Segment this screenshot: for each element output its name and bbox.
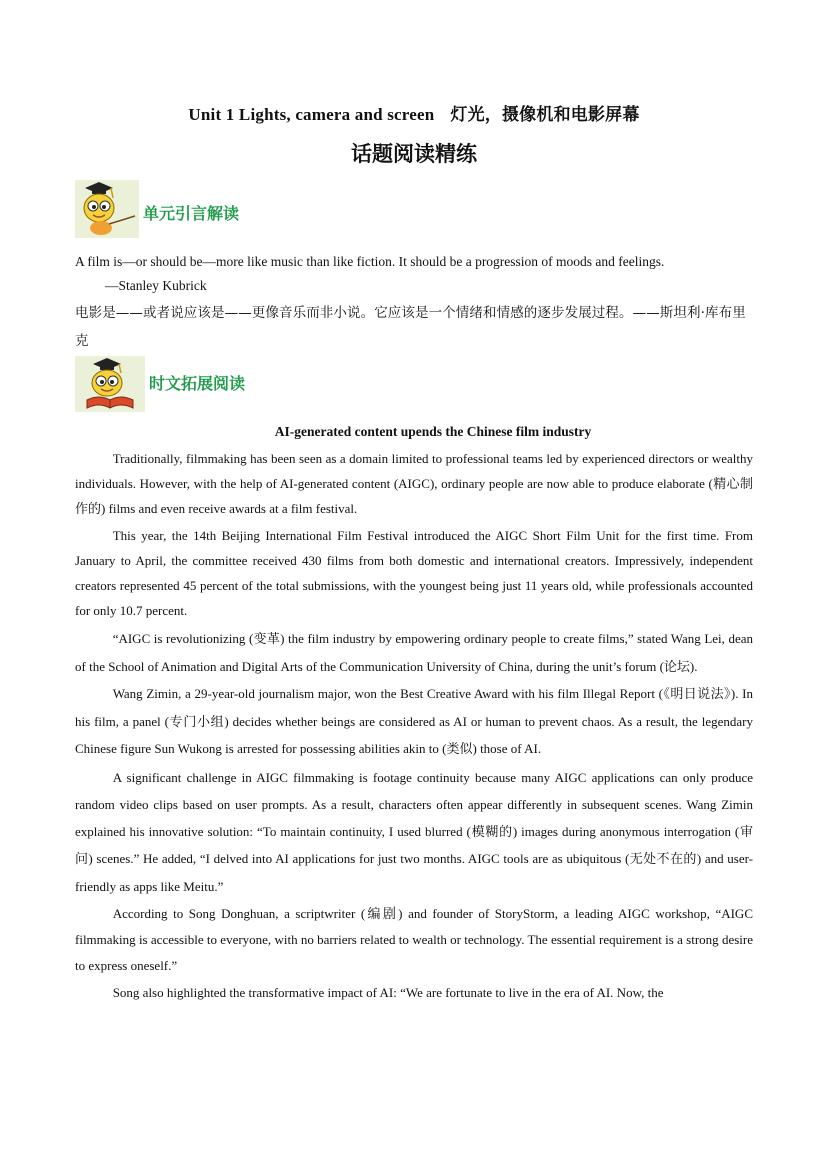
article-paragraph: According to Song Donghuan, a scriptwriter (编剧) and founder of StoryStorm, a leading AIGC workshop, “AIGC filmmaking is accessible to everyone, with no barriers related to wealth or technology. The essential requirement is a strong desire to express oneself.” — [75, 905, 753, 973]
quote-chinese: 电影是——或者说应该是——更像音乐而非小说。它应该是一个情绪和情感的逐步发展过程。——斯坦利·库布里克 — [75, 305, 746, 349]
article-paragraph: A significant challenge in AIGC filmmaking is footage continuity because many AIGC applications can only produce random video clips based on user prompts. As a result, characters often appear differently in subsequent scenes. Wang Zimin explained his innovative solution: “To maintain continuity, I used blurred (模糊的) images during anonymous interrogation (审问) scenes.” He added, “I delved into AI applications for just two months. AIGC tools are as ubiquitous (无处不在的) and user-friendly as apps like Meitu.” — [75, 769, 753, 894]
article-paragraph: Traditionally, filmmaking has been seen as a domain limited to professional teams led by experienced directors or wealthy individuals. However, with the help of AI-generated content (AIGC), ordinary people are now able to produce elaborate (精心制作的) films and even receive awards at a film festival. — [75, 451, 753, 516]
section-label-intro: 单元引言解读 — [143, 204, 240, 223]
professor-mascot-reading-icon — [75, 356, 145, 412]
article-paragraph: Song also highlighted the transformative impact of AI: “We are fortunate to live in the era of AI. Now, the — [112, 984, 664, 1000]
article-paragraph: “AIGC is revolutionizing (变革) the film industry by empowering ordinary people to create films,” stated Wang Lei, dean of the School of Animation and Digital Arts of the Communication University of China, during the unit’s forum (论坛). — [75, 631, 753, 674]
article-paragraph: Wang Zimin, a 29-year-old journalism major, won the Best Creative Award with his film Illegal Report (《明日说法》). In his film, a panel (专门小组) decides whether beings are considered as AI or human to prevent chaos. As a result, the legendary Chinese figure Sun Wukong is arrested for possessing abilities akin to (类似) those of AI. — [75, 686, 753, 756]
document-page — [75, 0, 753, 1169]
page-subtitle: 话题阅读精练 — [351, 142, 477, 166]
article-paragraph: This year, the 14th Beijing International Film Festival introduced the AIGC Short Film Unit for the first time. From January to April, the committee received 430 films from both domestic and international creators. Impressively, independent creators represented 45 percent of the total submissions, with the youngest being just 11 years old, while professionals accounted for only 10.7 percent. — [75, 528, 753, 618]
unit-title-english: Unit 1 Lights, camera and screen — [188, 105, 435, 124]
section-heading-intro — [75, 180, 239, 238]
article-body — [75, 446, 753, 1007]
section-heading-reading — [75, 356, 245, 412]
professor-mascot-icon — [75, 180, 139, 238]
quote-english-text: A film is—or should be—more like music than like fiction. It should be a progression of moods and feelings. — [75, 254, 665, 269]
quote-english — [75, 250, 753, 298]
section-label-reading: 时文拓展阅读 — [149, 374, 246, 393]
unit-title — [75, 100, 753, 125]
quote-attribution: —Stanley Kubrick — [105, 278, 207, 293]
article-title: AI-generated content upends the Chinese film industry — [274, 424, 592, 439]
unit-title-chinese: 灯光，摄像机和电影屏幕 — [450, 105, 640, 125]
